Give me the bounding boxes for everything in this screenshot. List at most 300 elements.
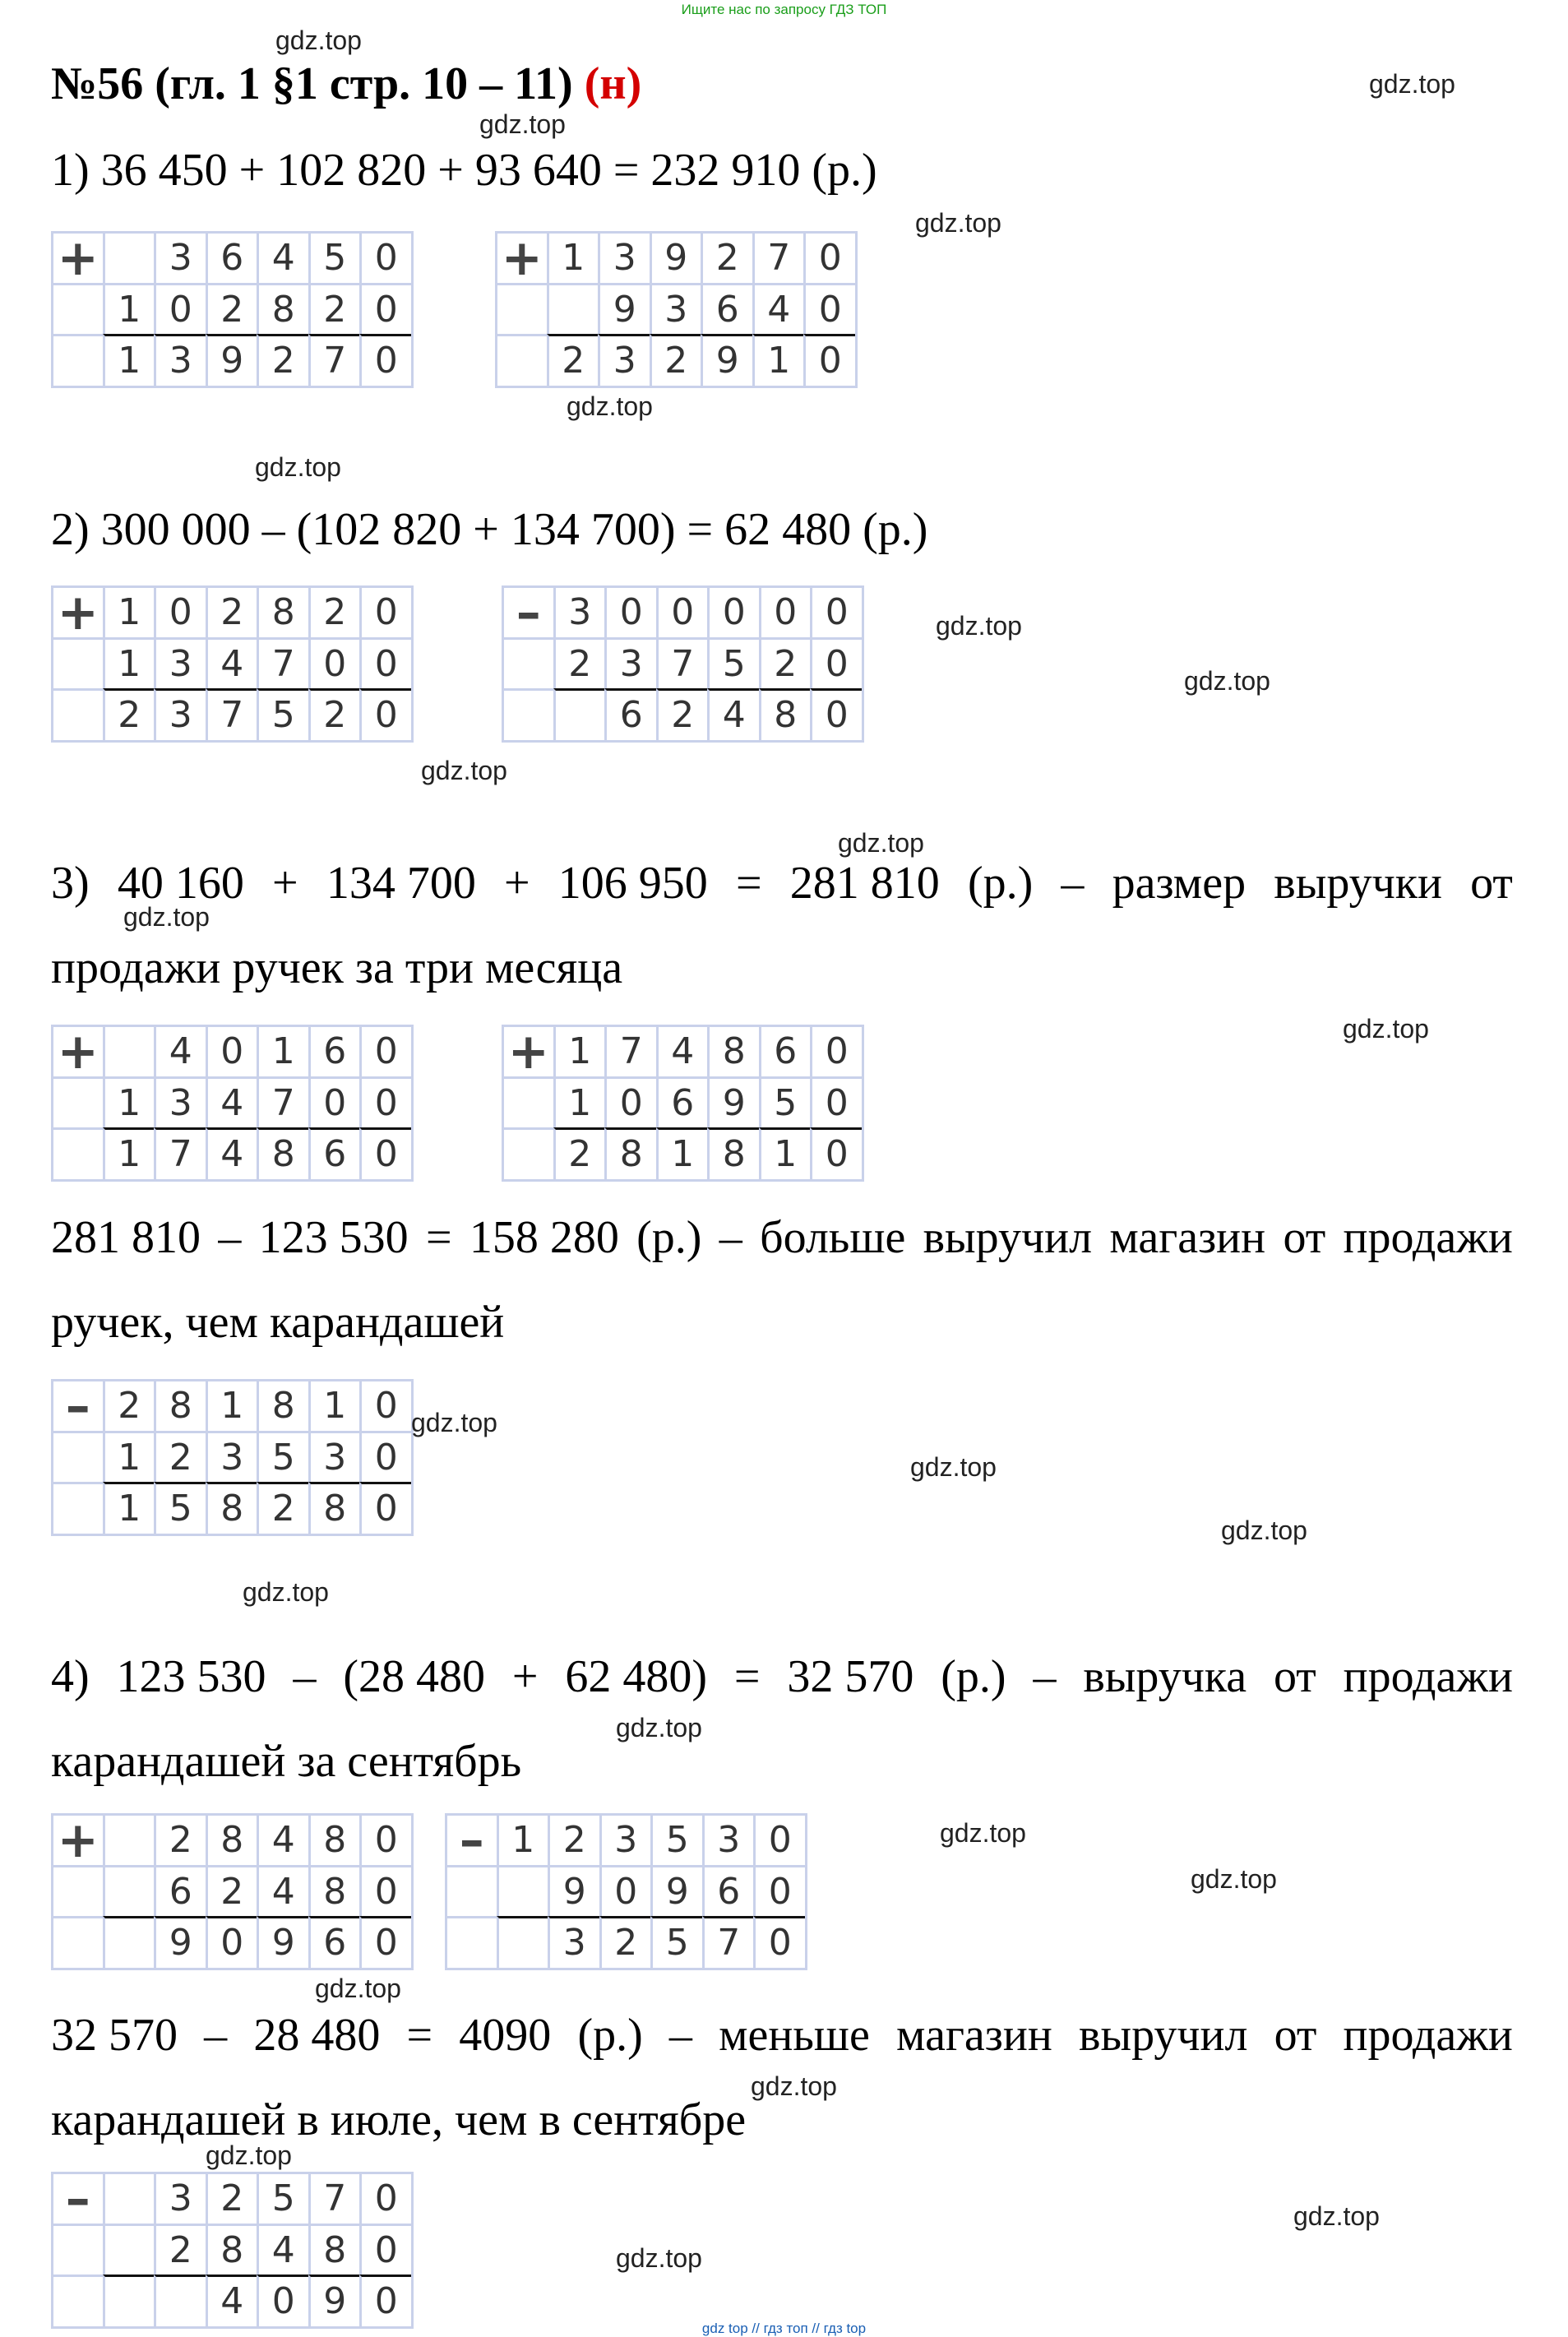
word: +	[504, 858, 530, 909]
grid-cell	[51, 1431, 103, 1483]
digit-cell: 2	[759, 637, 811, 689]
digit-cell: 0	[359, 1379, 411, 1431]
grid-cell	[502, 637, 553, 689]
digit-cell: 9	[707, 1076, 759, 1128]
digit-cell: 1	[103, 1076, 155, 1128]
digit-cell: 0	[206, 1916, 257, 1968]
digit-cell	[103, 1865, 155, 1917]
watermark: gdz.top	[940, 1818, 1026, 1848]
word: 106 950	[557, 858, 708, 909]
watermark: gdz.top	[206, 2140, 292, 2170]
word: больше	[760, 1212, 906, 1263]
digit-cell: 7	[257, 637, 308, 689]
operator-sign: +	[51, 231, 103, 283]
digit-cell: 8	[257, 1379, 308, 1431]
digit-cell: 2	[553, 637, 605, 689]
word: –	[204, 2010, 228, 2061]
word: +	[272, 858, 298, 909]
digit-cell: 9	[650, 231, 701, 283]
digit-cell: 4	[257, 2224, 308, 2275]
digit-cell: 9	[308, 2275, 360, 2326]
digit-cell: 3	[604, 637, 656, 689]
grid-cell	[51, 1865, 103, 1917]
digit-cell: 7	[308, 2172, 360, 2224]
digit-cell: 0	[359, 2275, 411, 2326]
word: от	[1273, 1651, 1316, 1702]
digit-cell	[497, 1916, 548, 1968]
digit-cell	[553, 688, 605, 740]
digit-cell: 0	[359, 688, 411, 740]
grid-cell	[51, 2224, 103, 2275]
operator-sign: –	[445, 1813, 497, 1865]
watermark: gdz.top	[411, 1408, 497, 1437]
word: =	[733, 1651, 761, 1702]
watermark: gdz.top	[123, 902, 210, 932]
digit-cell: 1	[553, 1025, 605, 1076]
digit-cell: 5	[154, 1482, 206, 1534]
digit-cell: 2	[154, 2224, 206, 2275]
operator-sign: –	[51, 1379, 103, 1431]
digit-cell: 2	[206, 585, 257, 637]
top-banner: Ищите нас по запросу ГДЗ ТОП	[681, 2, 887, 17]
watermark: gdz.top	[616, 1713, 702, 1742]
digit-cell: 0	[359, 1127, 411, 1179]
grid-cell	[495, 334, 547, 386]
digit-cell: 9	[206, 334, 257, 386]
digit-cell: 1	[103, 1127, 155, 1179]
digit-cell: 0	[257, 2275, 308, 2326]
digit-cell: 0	[359, 585, 411, 637]
digit-cell: 9	[548, 1865, 599, 1917]
digit-cell: 2	[206, 1865, 257, 1917]
digit-cell: 0	[359, 2172, 411, 2224]
watermark: gdz.top	[243, 1577, 329, 1607]
word: –	[1061, 858, 1085, 909]
watermark: gdz.top	[479, 109, 566, 139]
word: продажи	[1343, 1651, 1513, 1702]
word: магазин	[896, 2010, 1052, 2061]
word: 123 530	[116, 1651, 266, 1702]
digit-cell: 4	[257, 1865, 308, 1917]
digit-cell: 0	[810, 585, 862, 637]
watermark: gdz.top	[1184, 666, 1270, 696]
digit-cell: 8	[206, 1813, 257, 1865]
digit-cell: 2	[548, 1813, 599, 1865]
digit-cell: 0	[810, 688, 862, 740]
title-text: №56 (гл. 1 §1 стр. 10 – 11)	[51, 58, 573, 109]
word: от	[1274, 2010, 1317, 2061]
watermark: gdz.top	[567, 391, 653, 421]
word: (р.)	[941, 1651, 1006, 1702]
digit-cell: 1	[656, 1127, 708, 1179]
digit-cell	[103, 1025, 155, 1076]
digit-cell: 7	[257, 1076, 308, 1128]
title-marker: (н)	[584, 58, 642, 109]
column-sum-2	[495, 231, 858, 388]
word: продажи	[1343, 2010, 1513, 2061]
digit-cell: 2	[308, 688, 360, 740]
step-2-equation: 2) 300 000 – (102 820 + 134 700) = 62 480 (р.)	[51, 504, 928, 555]
digit-cell: 7	[656, 637, 708, 689]
digit-cell: 3	[598, 231, 650, 283]
digit-cell: 2	[553, 1127, 605, 1179]
digit-cell: 3	[154, 231, 206, 283]
digit-cell: 8	[257, 283, 308, 335]
word: 28 480	[253, 2010, 381, 2061]
word: магазин	[1109, 1212, 1266, 1263]
digit-cell: 4	[206, 1076, 257, 1128]
word: 40 160	[117, 858, 244, 909]
digit-cell: 2	[257, 334, 308, 386]
word: 4090	[459, 2010, 552, 2061]
digit-cell: 3	[650, 283, 701, 335]
watermark: gdz.top	[910, 1452, 997, 1482]
grid-cell	[51, 1076, 103, 1128]
word: выручил	[923, 1212, 1093, 1263]
digit-cell: 5	[759, 1076, 811, 1128]
column-difference-4	[51, 2169, 414, 2329]
word: (р.)	[967, 858, 1034, 909]
digit-cell	[547, 283, 599, 335]
watermark: gdz.top	[255, 452, 341, 482]
digit-cell: 1	[759, 1127, 811, 1179]
digit-cell: 0	[803, 334, 855, 386]
digit-cell: 9	[650, 1865, 702, 1917]
digit-cell: 0	[359, 1865, 411, 1917]
digit-cell: 4	[206, 1127, 257, 1179]
word: 62 480)	[565, 1651, 708, 1702]
grid-cell	[51, 1916, 103, 1968]
watermark: gdz.top	[751, 2071, 837, 2101]
step-1-equation: 1) 36 450 + 102 820 + 93 640 = 232 910 (р.)	[51, 145, 877, 196]
word: –	[668, 2010, 692, 2061]
grid-cell	[502, 1127, 553, 1179]
watermark: gdz.top	[838, 828, 924, 858]
watermark: gdz.top	[275, 25, 362, 55]
word: =	[406, 2010, 433, 2061]
digit-cell: 0	[759, 585, 811, 637]
operator-sign: –	[502, 585, 553, 637]
column-difference-2	[51, 1379, 414, 1536]
digit-cell: 2	[206, 283, 257, 335]
digit-cell: 6	[308, 1025, 360, 1076]
digit-cell: 2	[154, 1431, 206, 1483]
watermark: gdz.top	[421, 756, 507, 785]
digit-cell: 8	[707, 1127, 759, 1179]
digit-cell: 0	[154, 283, 206, 335]
digit-cell: 7	[604, 1025, 656, 1076]
digit-cell: 3	[154, 2172, 206, 2224]
step-3-difference-caption: ручек, чем карандашей	[51, 1297, 505, 1348]
digit-cell: 3	[154, 1076, 206, 1128]
word: 32 570	[787, 1651, 914, 1702]
digit-cell: 1	[103, 283, 155, 335]
word: выручка	[1083, 1651, 1247, 1702]
digit-cell: 1	[308, 1379, 360, 1431]
operator-sign: +	[51, 585, 103, 637]
operator-sign: +	[502, 1025, 553, 1076]
digit-cell: 3	[154, 637, 206, 689]
digit-cell: 9	[598, 283, 650, 335]
step-4-difference	[51, 2009, 1513, 2062]
digit-cell: 2	[308, 585, 360, 637]
digit-cell: 0	[656, 585, 708, 637]
watermark: gdz.top	[1293, 2201, 1380, 2231]
word: –	[1033, 1651, 1057, 1702]
digit-cell: 5	[257, 2172, 308, 2224]
word: 123 530	[258, 1212, 409, 1263]
digit-cell: 3	[154, 688, 206, 740]
digit-cell: 0	[359, 637, 411, 689]
digit-cell: 9	[701, 334, 752, 386]
digit-cell: 1	[553, 1076, 605, 1128]
digit-cell: 6	[154, 1865, 206, 1917]
digit-cell: 2	[206, 2172, 257, 2224]
step-3-difference	[51, 1211, 1513, 1264]
word: –	[719, 1212, 742, 1263]
word: 3)	[51, 858, 90, 909]
digit-cell: 3	[702, 1813, 754, 1865]
grid-cell	[502, 688, 553, 740]
digit-cell: 1	[103, 585, 155, 637]
step-3-equation	[51, 857, 1513, 909]
digit-cell: 5	[257, 688, 308, 740]
digit-cell: 1	[103, 1431, 155, 1483]
digit-cell: 0	[810, 1076, 862, 1128]
digit-cell: 1	[547, 231, 599, 283]
step-4-equation	[51, 1650, 1513, 1703]
digit-cell: 5	[257, 1431, 308, 1483]
digit-cell: 0	[359, 1813, 411, 1865]
digit-cell: 3	[599, 1813, 651, 1865]
digit-cell	[103, 1813, 155, 1865]
word: =	[425, 1212, 452, 1263]
word: выручил	[1079, 2010, 1248, 2061]
digit-cell: 6	[604, 688, 656, 740]
digit-cell: 0	[753, 1865, 805, 1917]
column-sum-6	[51, 1813, 414, 1970]
grid-cell	[51, 1482, 103, 1534]
digit-cell: 8	[206, 1482, 257, 1534]
digit-cell: 5	[707, 637, 759, 689]
digit-cell: 1	[103, 637, 155, 689]
page-title	[51, 58, 641, 110]
digit-cell: 7	[154, 1127, 206, 1179]
digit-cell: 8	[257, 1127, 308, 1179]
column-sum-1	[51, 231, 414, 388]
watermark: gdz.top	[1343, 1014, 1429, 1044]
digit-cell: 0	[359, 231, 411, 283]
digit-cell: 0	[359, 1482, 411, 1534]
digit-cell: 0	[803, 231, 855, 283]
digit-cell	[103, 2275, 155, 2326]
digit-cell: 0	[753, 1813, 805, 1865]
digit-cell: 0	[707, 585, 759, 637]
digit-cell: 4	[257, 1813, 308, 1865]
digit-cell: 2	[656, 688, 708, 740]
watermark: gdz.top	[1369, 69, 1455, 99]
digit-cell: 3	[548, 1916, 599, 1968]
digit-cell: 1	[257, 1025, 308, 1076]
word: 32 570	[51, 2010, 178, 2061]
grid-cell	[51, 2275, 103, 2326]
column-difference-3	[445, 1813, 807, 1970]
digit-cell: 3	[553, 585, 605, 637]
digit-cell: 4	[154, 1025, 206, 1076]
digit-cell: 6	[308, 1127, 360, 1179]
word: выручки	[1274, 858, 1442, 909]
digit-cell: 2	[257, 1482, 308, 1534]
digit-cell: 5	[650, 1916, 702, 1968]
digit-cell: 0	[154, 585, 206, 637]
grid-cell	[445, 1916, 497, 1968]
digit-cell: 0	[359, 1916, 411, 1968]
word: (28 480	[343, 1651, 485, 1702]
watermark: gdz.top	[616, 2243, 702, 2273]
digit-cell: 8	[206, 2224, 257, 2275]
digit-cell: 0	[803, 283, 855, 335]
watermark: gdz.top	[1221, 1516, 1307, 1545]
word: меньше	[719, 2010, 870, 2061]
digit-cell: 1	[103, 1482, 155, 1534]
digit-cell: 5	[308, 231, 360, 283]
digit-cell	[154, 2275, 206, 2326]
digit-cell: 2	[650, 334, 701, 386]
digit-cell: 0	[599, 1865, 651, 1917]
digit-cell: 7	[308, 334, 360, 386]
digit-cell: 5	[650, 1813, 702, 1865]
word: 134 700	[326, 858, 476, 909]
digit-cell: 0	[604, 585, 656, 637]
digit-cell: 2	[701, 231, 752, 283]
word: 158 280	[469, 1212, 619, 1263]
digit-cell: 4	[707, 688, 759, 740]
grid-cell	[51, 283, 103, 335]
digit-cell: 0	[810, 1025, 862, 1076]
digit-cell: 0	[359, 1076, 411, 1128]
digit-cell	[103, 231, 155, 283]
digit-cell: 3	[154, 334, 206, 386]
word: размер	[1112, 858, 1247, 909]
digit-cell: 0	[810, 637, 862, 689]
digit-cell: 0	[206, 1025, 257, 1076]
digit-cell: 8	[154, 1379, 206, 1431]
word: (р.)	[577, 2010, 643, 2061]
digit-cell: 9	[154, 1916, 206, 1968]
digit-cell: 4	[206, 637, 257, 689]
digit-cell: 4	[656, 1025, 708, 1076]
digit-cell: 0	[753, 1916, 805, 1968]
digit-cell: 4	[206, 2275, 257, 2326]
word: 281 810	[51, 1212, 201, 1263]
grid-cell	[495, 283, 547, 335]
digit-cell: 6	[308, 1916, 360, 1968]
word: +	[511, 1651, 539, 1702]
step-4-caption: карандашей за сентябрь	[51, 1736, 522, 1787]
digit-cell: 8	[308, 2224, 360, 2275]
digit-cell: 8	[308, 1865, 360, 1917]
column-difference-1	[502, 585, 864, 743]
word: 281 810	[789, 858, 940, 909]
digit-cell: 2	[154, 1813, 206, 1865]
grid-cell	[51, 334, 103, 386]
digit-cell	[103, 2172, 155, 2224]
word: 4)	[51, 1651, 90, 1702]
grid-cell	[51, 637, 103, 689]
digit-cell: 8	[604, 1127, 656, 1179]
digit-cell: 2	[103, 1379, 155, 1431]
digit-cell: 0	[359, 2224, 411, 2275]
word: –	[218, 1212, 242, 1263]
digit-cell: 0	[308, 637, 360, 689]
word: =	[735, 858, 762, 909]
digit-cell: 4	[257, 231, 308, 283]
digit-cell: 6	[206, 231, 257, 283]
digit-cell: 1	[206, 1379, 257, 1431]
digit-cell: 0	[359, 334, 411, 386]
digit-cell: 9	[257, 1916, 308, 1968]
watermark: gdz.top	[1191, 1864, 1277, 1894]
digit-cell: 2	[547, 334, 599, 386]
digit-cell: 8	[759, 688, 811, 740]
digit-cell: 6	[759, 1025, 811, 1076]
operator-sign: +	[495, 231, 547, 283]
digit-cell	[103, 1916, 155, 1968]
digit-cell: 3	[206, 1431, 257, 1483]
operator-sign: +	[51, 1813, 103, 1865]
bottom-banner: gdz top // гдз топ // гдз top	[701, 2321, 867, 2336]
digit-cell: 0	[359, 1025, 411, 1076]
digit-cell	[497, 1865, 548, 1917]
operator-sign: +	[51, 1025, 103, 1076]
digit-cell: 8	[257, 585, 308, 637]
digit-cell: 1	[752, 334, 804, 386]
digit-cell: 2	[308, 283, 360, 335]
digit-cell: 3	[308, 1431, 360, 1483]
step-3-caption: продажи ручек за три месяца	[51, 942, 623, 993]
word: –	[293, 1651, 317, 1702]
grid-cell	[445, 1865, 497, 1917]
grid-cell	[502, 1076, 553, 1128]
digit-cell: 8	[308, 1813, 360, 1865]
digit-cell: 2	[599, 1916, 651, 1968]
digit-cell: 0	[359, 1431, 411, 1483]
digit-cell: 8	[707, 1025, 759, 1076]
digit-cell: 6	[702, 1865, 754, 1917]
digit-cell: 7	[752, 231, 804, 283]
word: продажи	[1343, 1212, 1513, 1263]
word: (р.)	[636, 1212, 702, 1263]
watermark: gdz.top	[315, 1974, 401, 2003]
digit-cell: 3	[598, 334, 650, 386]
column-sum-5	[502, 1022, 864, 1182]
operator-sign: –	[51, 2172, 103, 2224]
digit-cell: 7	[702, 1916, 754, 1968]
word: от	[1283, 1212, 1326, 1263]
step-4-difference-caption: карандашей в июле, чем в сентябре	[51, 2094, 747, 2145]
digit-cell: 8	[308, 1482, 360, 1534]
watermark: gdz.top	[915, 208, 1001, 238]
grid-cell	[51, 688, 103, 740]
digit-cell: 0	[359, 283, 411, 335]
column-sum-3	[51, 585, 414, 743]
digit-cell: 7	[206, 688, 257, 740]
digit-cell: 0	[308, 1076, 360, 1128]
digit-cell: 6	[701, 283, 752, 335]
grid-cell	[51, 1127, 103, 1179]
word: от	[1470, 858, 1513, 909]
digit-cell: 0	[810, 1127, 862, 1179]
